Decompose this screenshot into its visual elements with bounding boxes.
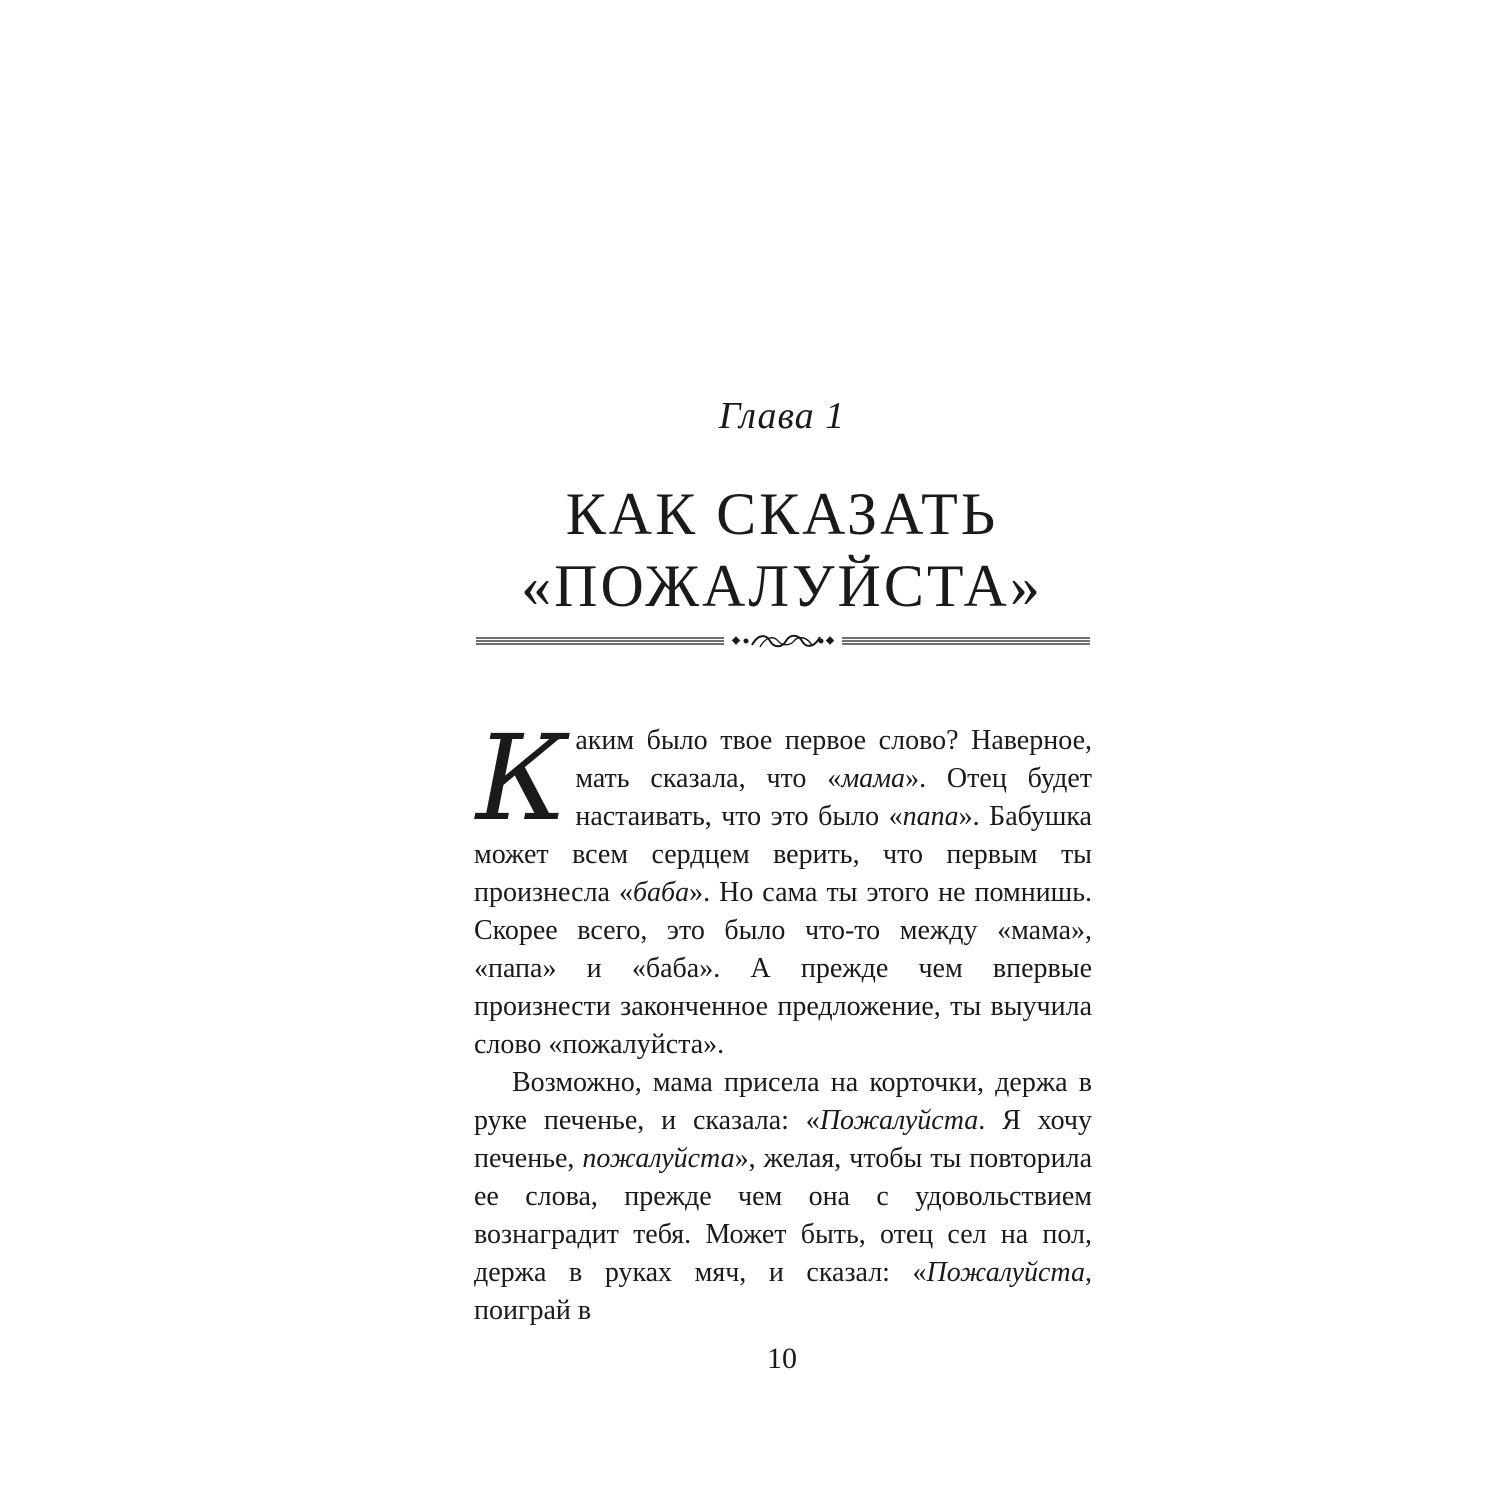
text-run: ». Бабушка может всем сердцем верить, что первым ты произнесла « [474,801,1092,908]
scroll-ornament-divider-icon [474,630,1092,652]
paragraph-1 [474,709,1093,1064]
text-run: . Я хочу печенье, [474,1105,1092,1174]
italic-run: Пожалуйста [819,1105,979,1136]
text-run: », желая, чтобы ты повторила ее слова, прежде чем она с удовольствием вознаградит тебя. Может быть, отец сел на пол, держа в руках мяч, и сказал: « [474,1143,1092,1288]
text-run: ». Но сама ты этого не помнишь. Скорее всего, это было что-то между «мама», «папа» и «баба». А прежде чем впервые произнести законченное предложение, ты выучила слово «пожалуйста». [474,877,1092,1060]
page-number: 10 [767,1342,797,1375]
chapter-title [0,478,1500,622]
chapter-title-line-2: «ПОЖАЛУЙСТА» [521,553,1043,619]
italic-run: пожалуйста [582,1143,735,1174]
italic-run: мама [841,763,906,794]
italic-run: Пожалуйста [926,1257,1085,1288]
text-run: , поиграй в [474,1257,1092,1326]
text-run: Возможно, мама присела на корточки, держа в руке печенье, и сказала: « [474,1067,1092,1136]
body-text [474,709,1093,1330]
text-run: аким было твое первое слово? Наверное, мать сказала, что « [575,725,1092,794]
chapter-label: Глава 1 [718,395,846,437]
chapter-title-line-1: КАК СКАЗАТЬ [565,481,999,547]
italic-run: баба [632,877,690,908]
paragraph-2 [474,1064,1092,1330]
text-run: ». Отец будет настаивать, что это было « [575,763,1093,832]
italic-run: папа [902,801,959,832]
drop-cap: К [476,709,568,847]
